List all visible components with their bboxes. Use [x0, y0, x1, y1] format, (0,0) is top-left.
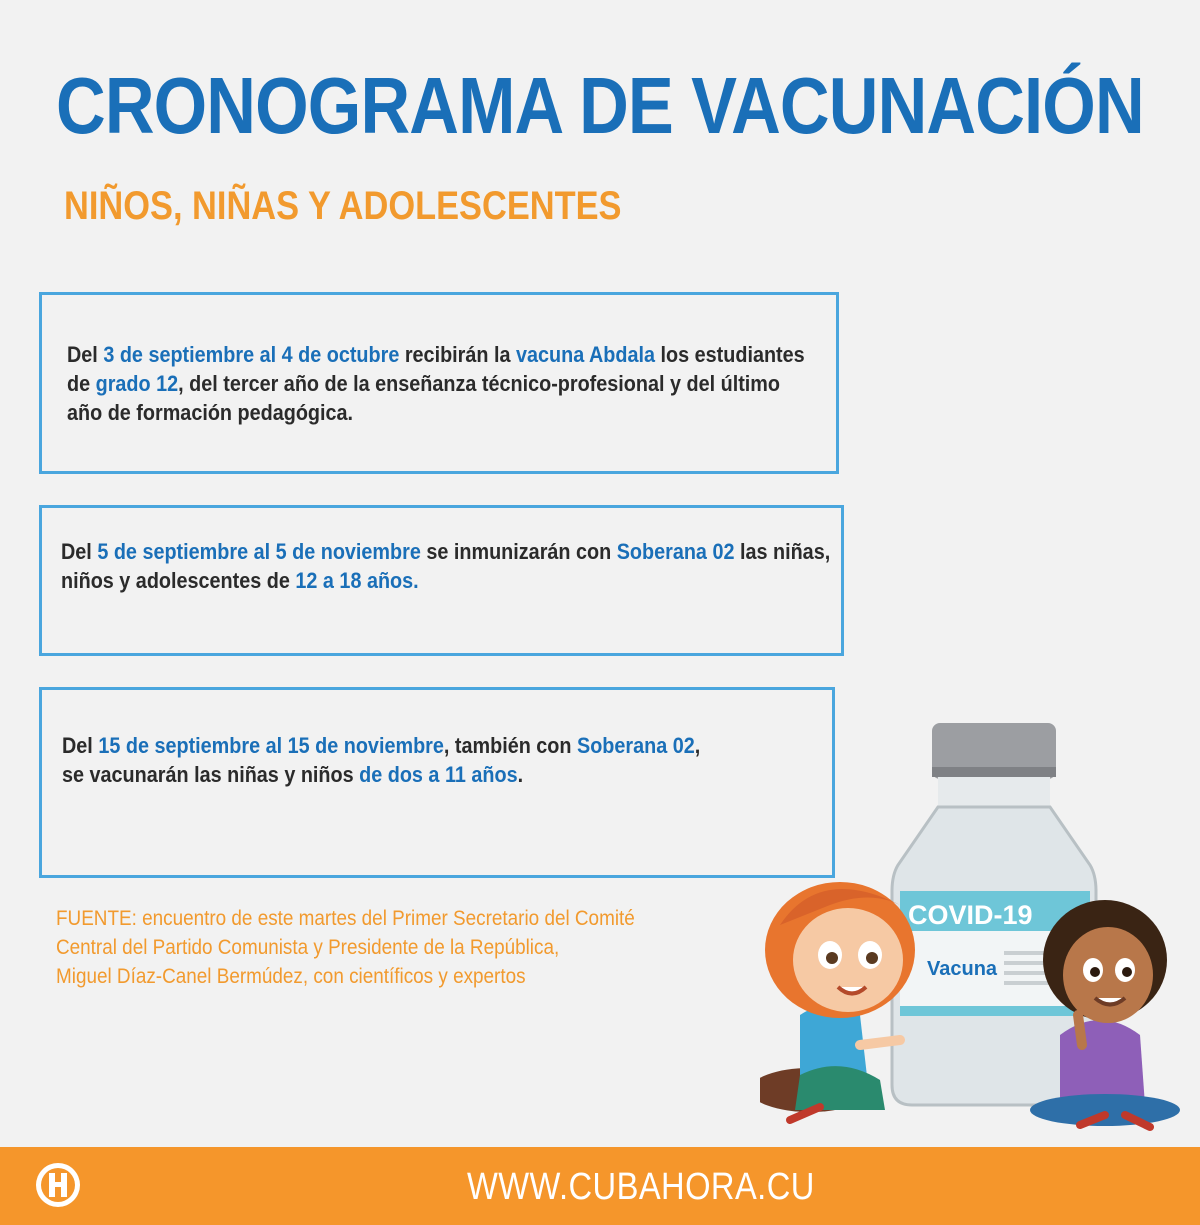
schedule-line [61, 566, 830, 595]
body-text: niños y adolescentes de [61, 568, 296, 593]
highlight-text: grado 12 [95, 371, 179, 396]
schedule-line [62, 760, 700, 789]
body-text: Del [61, 539, 98, 564]
body-text: de [67, 371, 96, 396]
body-text: las niñas, [734, 539, 831, 564]
schedule-box-3 [39, 687, 835, 878]
schedule-text-2 [61, 537, 830, 595]
body-text: . [517, 762, 524, 787]
body-text: , también con [443, 733, 578, 758]
schedule-line [67, 369, 805, 398]
source-line-3: Miguel Díaz-Canel Bermúdez, con científicos y expertos [56, 965, 526, 988]
body-text: se vacunarán las niñas y niños [62, 762, 360, 787]
body-text: recibirán la [399, 342, 517, 367]
body-text: Del [67, 342, 104, 367]
schedule-box-2 [39, 505, 844, 656]
website-link[interactable]: WWW.CUBAHORA.CU [467, 1166, 815, 1208]
highlight-text: 5 de septiembre al 5 de noviembre [97, 539, 421, 564]
footer-bar [0, 1147, 1200, 1225]
vaccine-kids-illustration [760, 715, 1200, 1145]
highlight-text: vacuna Abdala [516, 342, 656, 367]
schedule-text-1 [67, 340, 805, 427]
highlight-text: Soberana 02 [577, 733, 695, 758]
bottle-label-sub: Vacuna [927, 958, 998, 980]
schedule-line [62, 731, 700, 760]
schedule-box-1 [39, 292, 839, 474]
highlight-text: de dos a 11 años [359, 762, 518, 787]
source-note [56, 904, 635, 991]
body-text: los estudiantes [655, 342, 805, 367]
source-line-2: Central del Partido Comunista y Presidente de la República, [56, 936, 560, 959]
page-title: CRONOGRAMA DE VACUNACIÓN [56, 61, 1144, 150]
body-text: se inmunizarán con [420, 539, 617, 564]
body-text: año de formación pedagógica. [67, 400, 354, 425]
schedule-line [61, 537, 830, 566]
body-text: Del [62, 733, 99, 758]
highlight-text: 12 a 18 años. [295, 568, 419, 593]
schedule-line [67, 340, 805, 369]
highlight-text: 15 de septiembre al 15 de noviembre [98, 733, 444, 758]
schedule-text-3 [62, 731, 700, 789]
schedule-line [67, 398, 805, 427]
body-text: , [694, 733, 701, 758]
page-subtitle: NIÑOS, NIÑAS Y ADOLESCENTES [64, 184, 622, 228]
highlight-text: Soberana 02 [616, 539, 735, 564]
cubahora-logo-icon[interactable] [34, 1161, 82, 1209]
highlight-text: 3 de septiembre al 4 de octubre [103, 342, 400, 367]
bottle-label-title: COVID-19 [908, 900, 1033, 930]
body-text: , del tercer año de la enseñanza técnico-profesional y del último [178, 371, 781, 396]
source-line-1: FUENTE: encuentro de este martes del Primer Secretario del Comité [56, 907, 635, 930]
